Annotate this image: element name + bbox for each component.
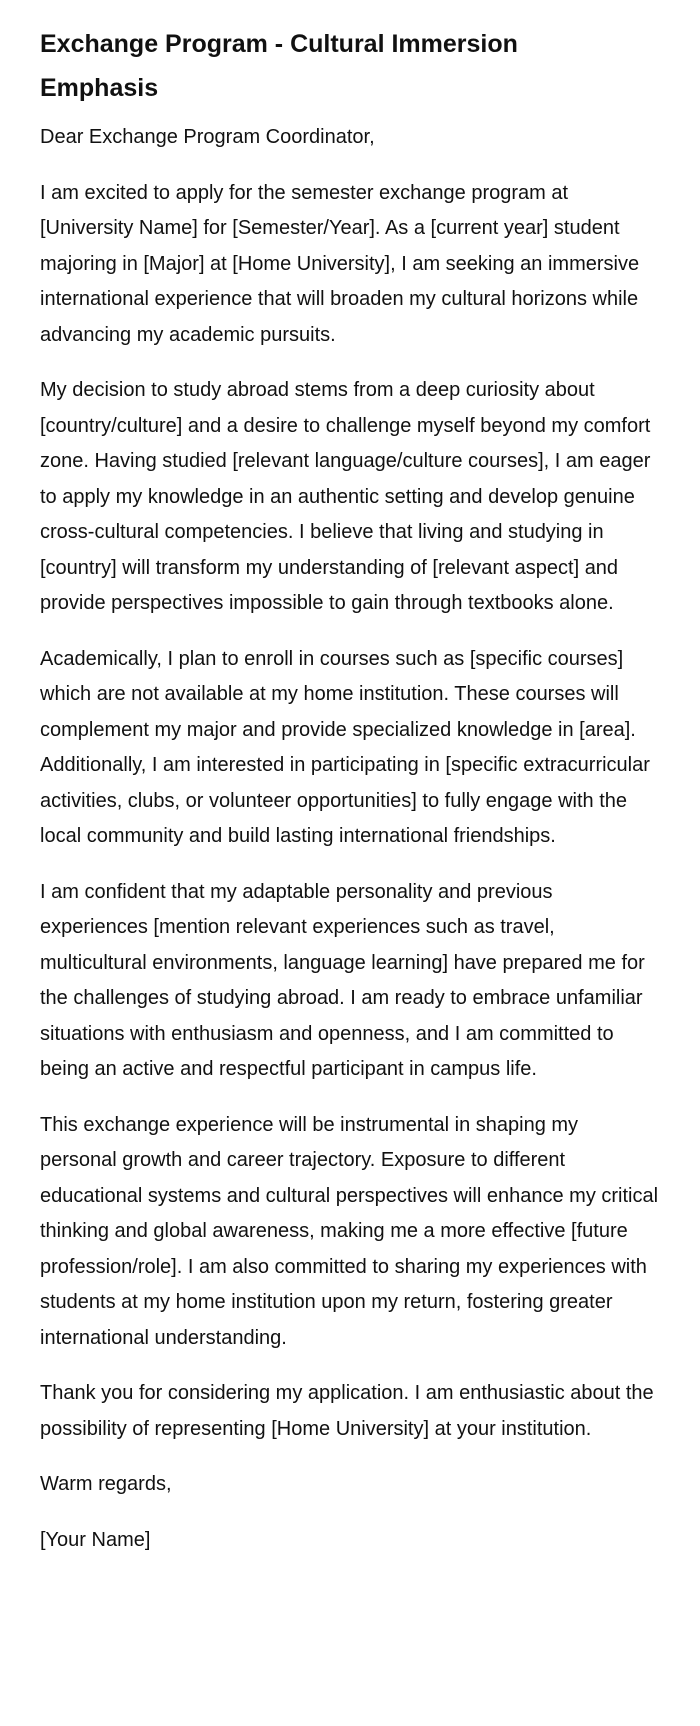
signature: [Your Name] <box>40 1528 151 1551</box>
salutation: Dear Exchange Program Coordinator, <box>40 126 375 148</box>
closing: Warm regards, <box>40 1473 172 1495</box>
document-title: Exchange Program - Cultural Immersion Emphasis <box>40 30 518 102</box>
paragraph-growth: This exchange experience will be instrumental in shaping my personal growth and career trajectory. Exposure to different educational systems and cultural perspectives will enhance my critical thinking and global awareness, making me a more effective [future profession/role]. I am also committed to sharing my experiences with students at my home institution upon my return, fostering greater international understanding. <box>40 1113 659 1349</box>
paragraph-academics: Academically, I plan to enroll in courses such as [specific courses] which are not available at my home institution. These courses will complement my major and provide specialized knowledge in [area]. Additionally, I am interested in participating in [specific extracurricular activities, clubs, or volunteer opportunities] to fully engage with the local community and build lasting international friendships. <box>40 647 650 847</box>
paragraph-thanks: Thank you for considering my application. I am enthusiastic about the possibility of representing [Home University] at your institution. <box>40 1382 654 1440</box>
paragraph-intro: I am excited to apply for the semester exchange program at [University Name] for [Semester/Year]. As a [current year] student majoring in [Major] at [Home University], I am seeking an immersive international experience that will broaden my cultural horizons while advancing my academic pursuits. <box>40 181 640 346</box>
paragraph-readiness: I am confident that my adaptable personality and previous experiences [mention relevant experiences such as travel, multicultural environments, language learning] have prepared me for the challenges of studying abroad. I am ready to embrace unfamiliar situations with enthusiasm and openness, and I am committed to being an active and respectful participant in campus life. <box>40 880 645 1080</box>
paragraph-motivation: My decision to study abroad stems from a deep curiosity about [country/culture] and a desire to challenge myself beyond my comfort zone. Having studied [relevant language/culture courses], I am eager to apply my knowledge in an authentic setting and develop genuine cross-cultural competencies. I believe that living and studying in [country] will transform my understanding of [relevant aspect] and provide perspectives impossible to gain through textbooks alone. <box>40 379 651 614</box>
